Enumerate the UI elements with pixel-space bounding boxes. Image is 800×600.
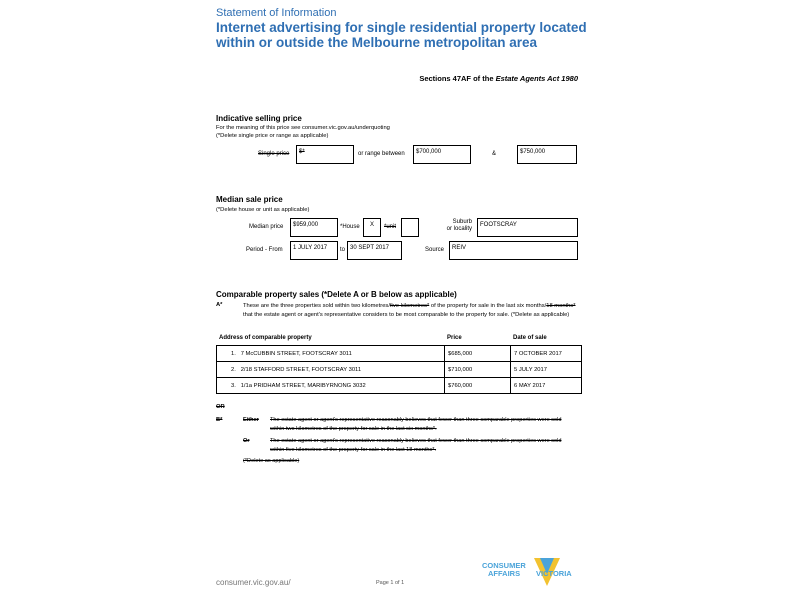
table-row <box>217 346 582 362</box>
option-a-strike-1: five kilometres* <box>389 303 430 309</box>
sections-reference <box>360 74 578 83</box>
price-cell: $685,000 <box>445 346 511 362</box>
date-cell: 7 OCTOBER 2017 <box>511 346 582 362</box>
option-b-or: Or <box>243 438 250 444</box>
row-number: 1. <box>231 350 236 357</box>
address-cell <box>217 378 445 394</box>
range-high-field[interactable]: $750,000 <box>517 145 577 164</box>
indicative-note-2: (*Delete single price or range as applicable) <box>216 133 329 139</box>
period-from-field[interactable]: 1 JULY 2017 <box>290 241 338 260</box>
indicative-note-1: For the meaning of this price see consumer.vic.gov.au/underquoting <box>216 125 390 131</box>
date-cell: 5 JULY 2017 <box>511 362 582 378</box>
price-cell: $710,000 <box>445 362 511 378</box>
row-address: 7 McCUBBIN STREET, FOOTSCRAY 3011 <box>240 350 352 357</box>
page-number: Page 1 of 1 <box>376 580 405 586</box>
option-a-text-1: These are the three properties sold within two kilometres/ <box>243 303 390 309</box>
median-heading: Median sale price <box>216 195 283 204</box>
period-to-field[interactable]: 30 SEPT 2017 <box>347 241 402 260</box>
suburb-label <box>432 219 472 233</box>
median-price-field[interactable]: $959,000 <box>290 218 338 237</box>
single-price-field[interactable]: $* <box>296 145 354 164</box>
option-a-strike-2: 18 months* <box>546 303 576 309</box>
option-b-note: (*Delete as applicable) <box>243 458 300 464</box>
option-b-either-text: The estate agent or agent's representative reasonably believes that fewer than three comparable properties were sold within two kilometres of the property for sale in the last six months*. <box>270 417 562 432</box>
sections-act: Estate Agents Act 1980 <box>495 74 578 83</box>
median-price-label: Median price <box>249 224 284 230</box>
address-cell <box>217 346 445 362</box>
suburb-label-line-1: Suburb <box>452 219 472 225</box>
footer-url[interactable]: consumer.vic.gov.au/ <box>216 578 291 587</box>
date-cell: 6 MAY 2017 <box>511 378 582 394</box>
range-low-field[interactable]: $700,000 <box>413 145 471 164</box>
indicative-heading: Indicative selling price <box>216 114 302 123</box>
single-price-label: Single price <box>258 151 290 157</box>
document-title: Internet advertising for single residential property located within or outside the Melbourne metropolitan area <box>216 20 587 50</box>
option-b-either: Either <box>243 417 259 423</box>
unit-label: *unit <box>384 224 397 230</box>
pre-title: Statement of Information <box>216 7 337 19</box>
option-a-text <box>243 302 579 319</box>
table-row <box>217 362 582 378</box>
period-to-label: to <box>340 247 346 253</box>
median-note: (*Delete house or unit as applicable) <box>216 207 310 213</box>
house-label: *House <box>340 224 360 230</box>
option-a-text-3: that the estate agent or agent's representative considers to be most comparable to the property for sale. (*Delete as applicable) <box>243 311 570 318</box>
price-cell: $760,000 <box>445 378 511 394</box>
logo-line-2: AFFAIRS <box>488 569 521 578</box>
address-cell <box>217 362 445 378</box>
unit-field[interactable] <box>401 218 419 237</box>
option-b-or-text: The estate agent or agent's representative reasonably believes that fewer than three comparable properties were sold within five kilometres of the property for sale in the last 18 months*. <box>270 438 562 453</box>
comparable-heading: Comparable property sales (*Delete A or B below as applicable) <box>216 290 457 299</box>
comparable-table <box>216 345 582 394</box>
row-number: 2. <box>231 366 236 373</box>
range-ampersand: & <box>492 151 497 157</box>
column-price: Price <box>447 335 462 341</box>
period-label: Period - From <box>246 247 283 253</box>
sections-prefix: Sections 47AF of the <box>419 74 496 83</box>
suburb-field[interactable]: FOOTSCRAY <box>477 218 578 237</box>
option-b-marker: B* <box>216 417 223 423</box>
source-field[interactable]: REIV <box>449 241 578 260</box>
column-address: Address of comparable property <box>219 335 312 341</box>
range-label: or range between <box>358 151 405 157</box>
or-label: OR <box>216 404 225 410</box>
logo-line-1: CONSUMER <box>482 561 526 570</box>
suburb-label-line-2: or locality <box>446 226 472 232</box>
row-address: 1/1a PRIDHAM STREET, MARIBYRNONG 3032 <box>240 382 366 389</box>
consumer-affairs-victoria-logo <box>482 556 592 592</box>
option-a-text-2: of the property for sale in the last six months/ <box>429 303 547 309</box>
logo-line-3: VICTORIA <box>536 569 572 578</box>
house-field[interactable]: X <box>363 218 381 237</box>
source-label: Source <box>425 247 445 253</box>
column-date: Date of sale <box>513 335 547 341</box>
option-a-marker: A* <box>216 302 223 308</box>
row-address: 2/18 STAFFORD STREET, FOOTSCRAY 3011 <box>240 366 362 373</box>
row-number: 3. <box>231 382 236 389</box>
table-row <box>217 378 582 394</box>
